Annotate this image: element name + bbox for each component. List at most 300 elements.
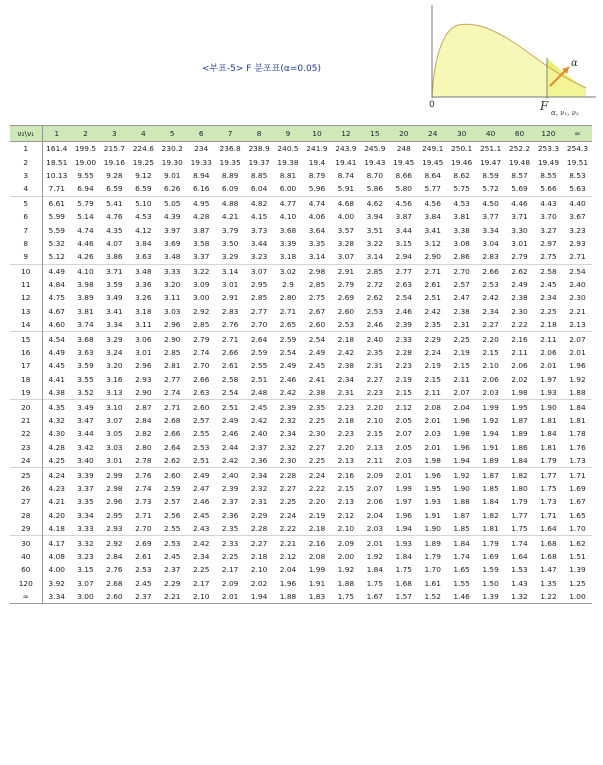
- table-row: [10, 142, 592, 156]
- table-cell: 3.97: [164, 225, 181, 235]
- row-header: 4: [10, 182, 42, 196]
- column-header-row: [10, 126, 592, 142]
- table-row: [10, 590, 592, 604]
- table-cell: 1.22: [534, 590, 563, 604]
- table-cell: 3.34: [482, 225, 499, 235]
- table-cell: 2.16: [331, 468, 360, 482]
- table-cell: 2.25: [279, 497, 297, 507]
- table-cell: 3.42: [77, 442, 94, 452]
- table-cell: 1.35: [540, 578, 557, 588]
- table-cell: 2.56: [164, 510, 181, 520]
- table-cell: 3.68: [279, 225, 297, 235]
- table-cell: 6.26: [164, 184, 181, 194]
- table-cell: 4.15: [250, 212, 268, 222]
- table-cell: 3.07: [337, 252, 355, 262]
- table-cell: 2.24: [302, 468, 331, 482]
- row-header: 20: [10, 400, 42, 414]
- table-cell: 2.27: [245, 536, 274, 550]
- table-cell: 3.01: [221, 280, 239, 290]
- table-cell: 4.18: [48, 524, 65, 534]
- table-cell: 1.93: [389, 536, 418, 550]
- table-cell: 1.92: [569, 374, 586, 384]
- table-cell: 2.57: [453, 280, 470, 290]
- table-cell: 1.99: [395, 483, 412, 493]
- table-cell: 1.88: [453, 497, 470, 507]
- table-cell: 4.62: [360, 196, 389, 210]
- table-cell: 3.73: [250, 225, 268, 235]
- row-header: 28: [10, 509, 42, 522]
- table-cell: 2.19: [424, 361, 441, 371]
- row-header: 25: [10, 468, 42, 482]
- table-cell: 2.43: [192, 524, 210, 534]
- table-cell: 3.32: [71, 536, 100, 550]
- table-cell: 2.69: [337, 293, 355, 303]
- table-cell: 2.71: [569, 252, 586, 262]
- table-cell: 3.22: [187, 264, 216, 278]
- table-cell: 2.42: [250, 416, 268, 425]
- column-header: 1: [42, 126, 71, 142]
- table-cell: 2.21: [569, 306, 586, 316]
- table-cell: 1.97: [395, 497, 412, 507]
- table-cell: 1.94: [245, 590, 274, 604]
- table-cell: 2.61: [135, 551, 152, 561]
- table-row: [10, 577, 592, 590]
- table-cell: 19.47: [479, 157, 502, 167]
- table-cell: 1.92: [447, 468, 476, 482]
- table-cell: 2.49: [511, 280, 528, 290]
- table-cell: 2.35: [424, 320, 441, 330]
- table-cell: 3.84: [135, 238, 152, 248]
- table-row: [10, 278, 592, 291]
- table-cell: 3.15: [395, 238, 412, 248]
- table-cell: 4.46: [505, 196, 534, 210]
- table-cell: 4.40: [563, 196, 592, 210]
- table-cell: 2.34: [482, 306, 499, 316]
- table-cell: 2.76: [221, 320, 239, 330]
- table-row: [10, 237, 592, 250]
- table-cell: 2.18: [250, 551, 268, 561]
- table-cell: 234: [194, 144, 209, 154]
- table-cell: 3.44: [395, 225, 412, 235]
- table-cell: 2.85: [308, 280, 326, 290]
- table-cell: 2.06: [482, 374, 499, 384]
- table-cell: 2.54: [302, 332, 331, 346]
- table-cell: 2.34: [245, 468, 274, 482]
- table-cell: 4.45: [48, 361, 65, 371]
- table-cell: 8.85: [250, 170, 268, 180]
- table-cell: 3.38: [453, 225, 470, 235]
- table-cell: 2.27: [366, 374, 384, 384]
- table-cell: 2.98: [106, 483, 123, 493]
- table-cell: 2.81: [164, 361, 181, 371]
- table-row: [10, 346, 592, 359]
- table-cell: 19.43: [364, 157, 386, 167]
- table-cell: 2.60: [308, 320, 326, 330]
- table-cell: 2.03: [424, 429, 441, 439]
- table-cell: 236.8: [219, 144, 241, 154]
- table-cell: 2.15: [366, 429, 384, 439]
- table-row: [10, 169, 592, 182]
- table-cell: 3.87: [192, 225, 210, 235]
- table-cell: 2.30: [569, 293, 586, 303]
- table-cell: 2.71: [158, 400, 187, 414]
- table-cell: 2.96: [135, 361, 152, 371]
- table-cell: 4.10: [71, 264, 100, 278]
- table-cell: 2.29: [418, 332, 447, 346]
- table-cell: 3.23: [569, 225, 586, 235]
- table-cell: 2.23: [337, 429, 355, 439]
- table-cell: 2.35: [221, 524, 239, 534]
- table-cell: 2.90: [158, 332, 187, 346]
- table-cell: 2.61: [424, 280, 441, 290]
- table-cell: 4.74: [77, 225, 94, 235]
- table-cell: 2.40: [569, 280, 586, 290]
- table-cell: 2.29: [250, 510, 268, 520]
- table-cell: 2.06: [366, 497, 384, 507]
- table-cell: 2.33: [216, 536, 245, 550]
- table-cell: 3.69: [164, 238, 181, 248]
- table-cell: 224.6: [132, 144, 154, 154]
- table-cell: 4.82: [245, 196, 274, 210]
- table-cell: 2.66: [476, 264, 505, 278]
- table-cell: 2.64: [245, 332, 274, 346]
- table-cell: 1.62: [563, 536, 592, 550]
- table-cell: 3.81: [453, 212, 470, 222]
- table-cell: 2.79: [337, 280, 355, 290]
- table-cell: 3.48: [129, 264, 158, 278]
- table-cell: 1.55: [453, 578, 470, 588]
- table-cell: 1.84: [511, 456, 528, 466]
- table-cell: 3.20: [106, 361, 123, 371]
- table-cell: 3.29: [221, 252, 239, 262]
- table-cell: 3.74: [77, 320, 94, 330]
- table-cell: 1.78: [569, 429, 586, 439]
- table-cell: 2.28: [274, 468, 303, 482]
- table-cell: 2.28: [395, 348, 412, 358]
- column-header: 2: [71, 126, 100, 142]
- table-row: [10, 223, 592, 236]
- table-cell: 1.90: [534, 400, 563, 414]
- table-cell: 4.28: [48, 442, 65, 452]
- table-row: [10, 359, 592, 372]
- table-cell: 2.66: [164, 429, 181, 439]
- table-cell: 2.18: [331, 332, 360, 346]
- table-cell: 2.42: [337, 348, 355, 358]
- table-cell: 2.19: [395, 374, 412, 384]
- table-cell: 4.41: [48, 374, 65, 384]
- table-cell: 4.54: [42, 332, 71, 346]
- column-header: 4: [129, 126, 158, 142]
- table-cell: 2.59: [164, 483, 181, 493]
- table-row: [10, 441, 592, 454]
- table-cell: 2.27: [482, 320, 499, 330]
- table-cell: 6.04: [250, 184, 268, 194]
- table-cell: 1.32: [505, 590, 534, 604]
- table-cell: 4.46: [77, 238, 94, 248]
- table-cell: 2.90: [424, 252, 441, 262]
- table-cell: 1.75: [540, 483, 557, 493]
- table-cell: 2.63: [395, 280, 412, 290]
- table-cell: 2.42: [221, 456, 239, 466]
- table-cell: 2.25: [221, 551, 239, 561]
- table-cell: 3.12: [424, 238, 441, 248]
- table-cell: 3.23: [250, 252, 268, 262]
- table-cell: 2.11: [511, 348, 528, 358]
- table-cell: 2.63: [192, 388, 210, 398]
- table-cell: 2.73: [135, 497, 152, 507]
- table-cell: 2.09: [360, 468, 389, 482]
- table-cell: 2.45: [164, 551, 181, 561]
- table-cell: 2.12: [389, 400, 418, 414]
- table-cell: 2.25: [192, 565, 210, 575]
- table-cell: 4.20: [48, 510, 65, 520]
- table-cell: 2.34: [337, 374, 355, 384]
- table-cell: 2.31: [453, 320, 470, 330]
- table-cell: 2.57: [192, 416, 210, 425]
- row-header: 1: [10, 142, 42, 156]
- table-cell: 2.39: [274, 400, 303, 414]
- table-cell: 3.41: [424, 225, 441, 235]
- table-cell: 1.82: [482, 510, 499, 520]
- table-cell: 1.57: [389, 590, 418, 604]
- table-cell: 1.88: [569, 388, 586, 398]
- table-cell: 2.04: [366, 510, 384, 520]
- table-cell: 2.95: [106, 510, 123, 520]
- table-cell: 2.01: [360, 536, 389, 550]
- table-cell: 2.95: [250, 280, 268, 290]
- table-cell: 2.10: [366, 416, 384, 425]
- table-cell: 2.08: [308, 551, 326, 561]
- table-cell: 3.09: [192, 280, 210, 290]
- table-cell: 5.79: [71, 196, 100, 210]
- table-cell: 1.75: [511, 524, 528, 534]
- table-cell: 2.92: [192, 306, 210, 316]
- row-header: 29: [10, 522, 42, 536]
- f-distribution-table: [10, 125, 592, 604]
- table-cell: 3.27: [540, 225, 557, 235]
- table-cell: 5.80: [395, 184, 412, 194]
- table-cell: 2.58: [534, 264, 563, 278]
- table-cell: 4.30: [48, 429, 65, 439]
- table-cell: 2.60: [100, 590, 129, 604]
- table-cell: 2.78: [135, 456, 152, 466]
- table-cell: 2.07: [395, 429, 412, 439]
- table-cell: 2.15: [482, 348, 499, 358]
- table-cell: 2.36: [221, 510, 239, 520]
- table-cell: 2.37: [221, 497, 239, 507]
- table-cell: 10.13: [46, 170, 68, 180]
- row-header: 14: [10, 318, 42, 332]
- table-cell: 5.72: [482, 184, 499, 194]
- table-cell: 3.37: [192, 252, 210, 262]
- table-cell: 5.75: [453, 184, 470, 194]
- table-cell: 3.44: [77, 429, 94, 439]
- table-cell: 3.58: [192, 238, 210, 248]
- table-cell: 240.5: [277, 144, 299, 154]
- table-cell: 3.68: [71, 332, 100, 346]
- table-cell: 3.30: [511, 225, 528, 235]
- table-cell: 3.04: [482, 238, 499, 248]
- table-cell: 2.18: [308, 524, 326, 534]
- table-cell: 2.69: [129, 536, 158, 550]
- table-cell: 1.00: [563, 590, 592, 604]
- table-cell: 2.70: [135, 524, 152, 534]
- table-cell: 2.45: [308, 361, 326, 371]
- table-cell: 19.38: [277, 157, 299, 167]
- table-row: [10, 468, 592, 482]
- table-cell: 1.59: [482, 565, 499, 575]
- table-cell: 2.40: [216, 468, 245, 482]
- row-header: 19: [10, 386, 42, 400]
- table-cell: 2.07: [563, 332, 592, 346]
- table-cell: 2.76: [129, 468, 158, 482]
- table-cell: 1.91: [424, 510, 441, 520]
- table-cell: 3.14: [308, 252, 326, 262]
- table-cell: 3.40: [77, 456, 94, 466]
- table-cell: 1.85: [453, 524, 470, 534]
- table-cell: 4.21: [221, 212, 239, 222]
- table-cell: 1.73: [569, 456, 586, 466]
- table-cell: 2.02: [511, 374, 528, 384]
- table-cell: 2.15: [424, 374, 441, 384]
- corner-cell: ν₂\ν₁: [10, 126, 42, 142]
- table-cell: 2.37: [250, 442, 268, 452]
- table-cell: 4.49: [42, 264, 71, 278]
- table-cell: 1.88: [337, 578, 355, 588]
- table-cell: 4.10: [279, 212, 297, 222]
- table-cell: 2.10: [187, 590, 216, 604]
- table-cell: 2.24: [424, 348, 441, 358]
- table-cell: 2.68: [106, 578, 123, 588]
- table-cell: 3.89: [77, 293, 94, 303]
- table-cell: 9.28: [106, 170, 123, 180]
- table-cell: 1.71: [563, 468, 592, 482]
- table-cell: 2.23: [331, 400, 360, 414]
- table-cell: 1.67: [569, 497, 586, 507]
- table-cell: 3.16: [106, 374, 123, 384]
- table-cell: 2.17: [221, 565, 239, 575]
- table-cell: 3.03: [106, 442, 123, 452]
- table-cell: 2.01: [424, 416, 441, 425]
- table-cell: 3.23: [77, 551, 94, 561]
- table-cell: 3.41: [106, 306, 123, 316]
- table-cell: 2.65: [279, 320, 297, 330]
- table-row: [10, 522, 592, 536]
- table-cell: 1.84: [563, 400, 592, 414]
- table-cell: 3.39: [71, 468, 100, 482]
- table-cell: 1.83: [302, 590, 331, 604]
- table-cell: 2.55: [192, 429, 210, 439]
- table-row: [10, 373, 592, 386]
- table-cell: 2.45: [245, 400, 274, 414]
- table-cell: 2.48: [250, 388, 268, 398]
- row-header: 15: [10, 332, 42, 346]
- table-cell: 243.9: [335, 144, 357, 154]
- table-cell: 4.60: [48, 320, 65, 330]
- column-header: 3: [100, 126, 129, 142]
- table-cell: 2.72: [366, 280, 384, 290]
- table-cell: 2.54: [221, 388, 239, 398]
- table-cell: 2.49: [187, 468, 216, 482]
- table-cell: 2.39: [395, 320, 412, 330]
- table-cell: 2.85: [192, 320, 210, 330]
- table-row: [10, 550, 592, 563]
- table-cell: 2.21: [274, 536, 303, 550]
- table-cell: 1.81: [540, 442, 557, 452]
- table-cell: 2.01: [424, 442, 441, 452]
- table-cell: 2.35: [366, 348, 384, 358]
- table-cell: 1.84: [395, 551, 412, 561]
- table-cell: 2.47: [453, 293, 470, 303]
- table-row: [10, 400, 592, 414]
- table-cell: 2.15: [395, 388, 412, 398]
- row-header: 24: [10, 454, 42, 468]
- table-cell: 3.24: [106, 348, 123, 358]
- table-cell: 3.50: [221, 238, 239, 248]
- table-cell: 2.32: [250, 483, 268, 493]
- table-cell: 2.25: [308, 416, 326, 425]
- table-cell: 2.12: [279, 551, 297, 561]
- table-cell: 2.71: [216, 332, 245, 346]
- table-cell: 4.26: [77, 252, 94, 262]
- table-cell: 1.84: [482, 497, 499, 507]
- table-cell: 2.22: [511, 320, 528, 330]
- table-cell: 1.87: [511, 416, 528, 425]
- table-cell: 2.22: [279, 524, 297, 534]
- table-cell: 2.91: [221, 293, 239, 303]
- table-cell: 4.35: [42, 400, 71, 414]
- row-header: 7: [10, 223, 42, 236]
- table-cell: 2.27: [279, 483, 297, 493]
- table-cell: 1.81: [482, 524, 499, 534]
- table-cell: 8.53: [569, 170, 586, 180]
- table-cell: 1.46: [447, 590, 476, 604]
- table-row: [10, 332, 592, 346]
- column-header: 30: [447, 126, 476, 142]
- table-cell: 3.59: [106, 280, 123, 290]
- table-cell: 2.82: [135, 429, 152, 439]
- row-header: 60: [10, 563, 42, 576]
- table-row: [10, 536, 592, 550]
- table-cell: 19.4: [308, 157, 326, 167]
- table-row: [10, 318, 592, 332]
- table-cell: 1.87: [476, 468, 505, 482]
- table-cell: 2.15: [337, 483, 355, 493]
- table-cell: 4.00: [48, 565, 65, 575]
- table-cell: 18.51: [46, 157, 68, 167]
- table-cell: 3.15: [77, 565, 94, 575]
- table-cell: 2.17: [192, 578, 210, 588]
- table-cell: 2.33: [389, 332, 418, 346]
- table-cell: 2.93: [106, 524, 123, 534]
- table-cell: 1.71: [540, 510, 557, 520]
- table-cell: 3.98: [77, 280, 94, 290]
- table-cell: 2.77: [164, 374, 181, 384]
- table-cell: 5.66: [540, 184, 557, 194]
- table-cell: 2.79: [511, 252, 528, 262]
- row-header: 40: [10, 550, 42, 563]
- table-cell: 2.54: [279, 348, 297, 358]
- table-row: [10, 454, 592, 468]
- table-cell: 1.95: [505, 400, 534, 414]
- table-cell: 249.1: [422, 144, 444, 154]
- table-cell: 2.94: [395, 252, 412, 262]
- table-cell: 4.08: [48, 551, 65, 561]
- column-header: 9: [274, 126, 303, 142]
- table-cell: 3.06: [129, 332, 158, 346]
- table-cell: 2.32: [279, 442, 297, 452]
- row-header: 120: [10, 577, 42, 590]
